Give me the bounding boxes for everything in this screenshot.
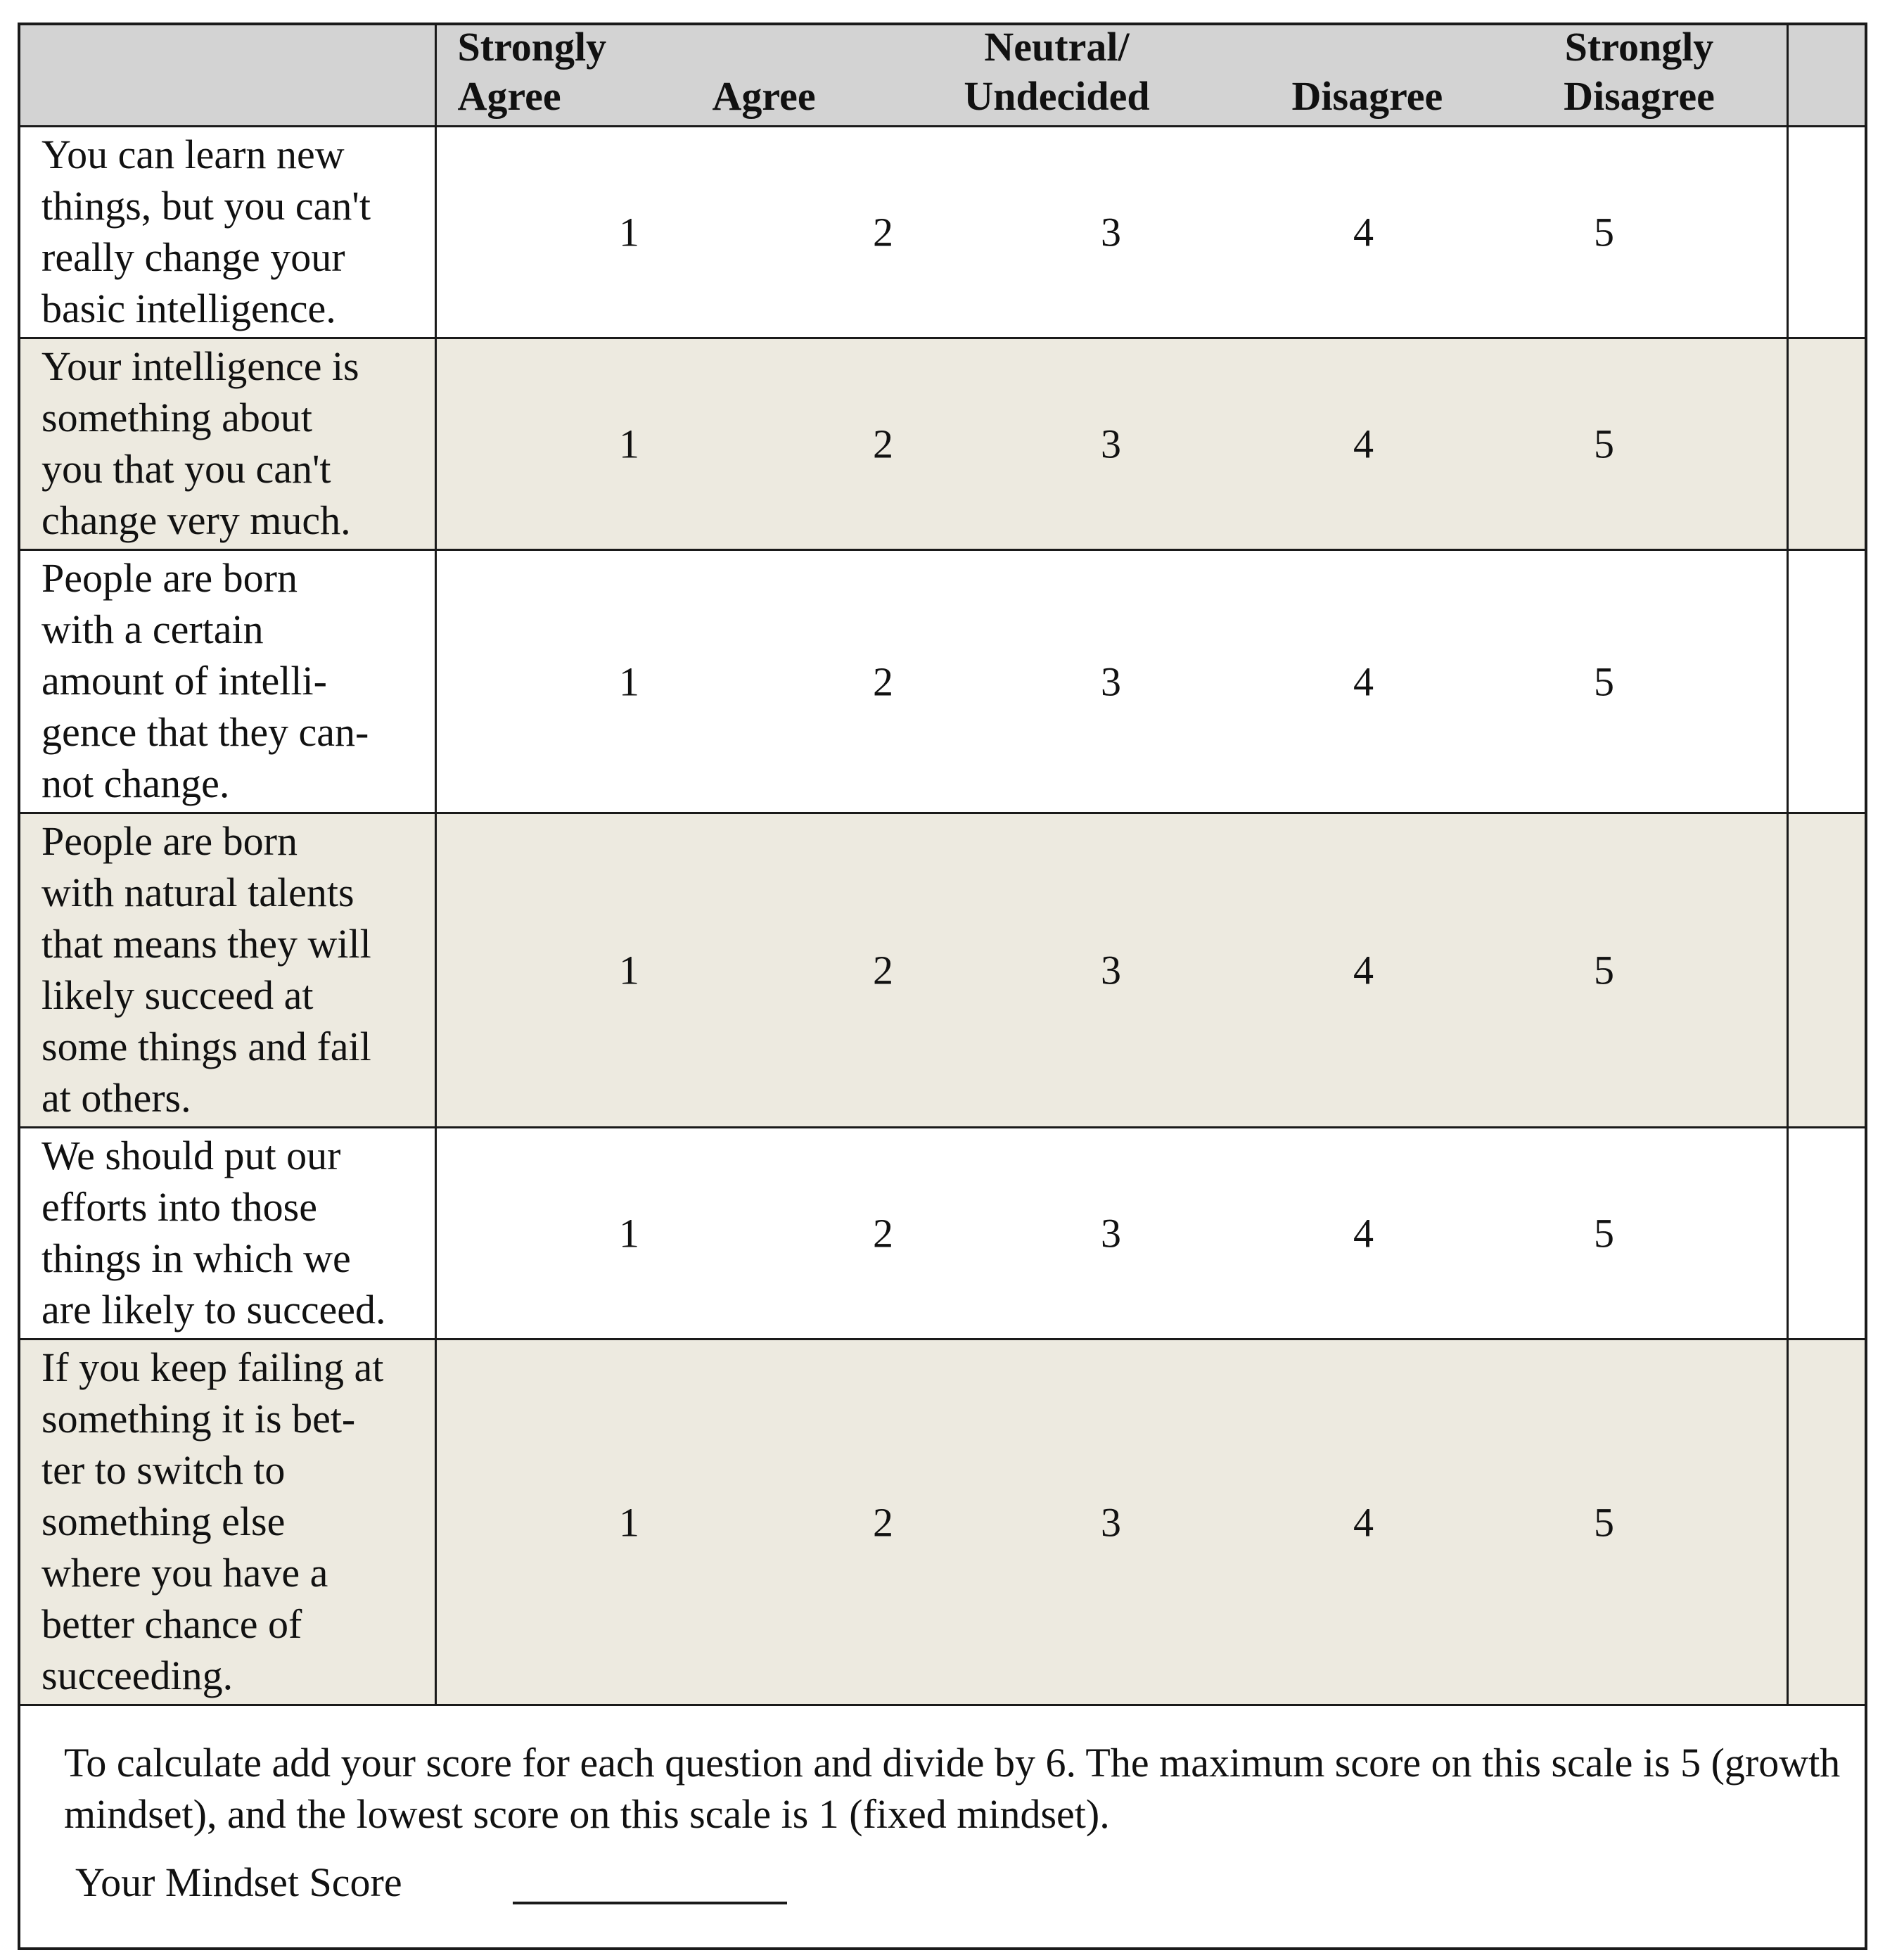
rating-1[interactable]: 1	[619, 1499, 639, 1545]
rating-4[interactable]: 4	[1353, 1499, 1374, 1545]
question-row	[20, 813, 1865, 1128]
header-strongly-agree: Strongly Agree	[457, 24, 607, 119]
answer-cell[interactable]	[1787, 550, 1865, 813]
rating-5[interactable]: 5	[1594, 209, 1614, 255]
rating-3[interactable]: 3	[1101, 1210, 1121, 1256]
statement-text: You can learn new things, but you can't really change your basic intelligence.	[20, 127, 435, 338]
rating-2[interactable]: 2	[873, 1210, 893, 1256]
rating-3[interactable]: 3	[1101, 947, 1121, 993]
rating-2[interactable]: 2	[873, 421, 893, 467]
answer-cell[interactable]	[1787, 813, 1865, 1128]
rating-1[interactable]: 1	[619, 658, 639, 704]
rating-5[interactable]: 5	[1594, 947, 1614, 993]
rating-scale	[435, 813, 1787, 1128]
rating-1[interactable]: 1	[619, 1210, 639, 1256]
answer-cell[interactable]	[1787, 338, 1865, 550]
rating-4[interactable]: 4	[1353, 1210, 1374, 1256]
rating-5[interactable]: 5	[1594, 658, 1614, 704]
rating-scale	[435, 127, 1787, 338]
header-neutral: Neutral/ Undecided	[964, 24, 1150, 119]
rating-4[interactable]: 4	[1353, 947, 1374, 993]
answer-cell[interactable]	[1787, 127, 1865, 338]
mindset-score-blank-line[interactable]	[513, 1902, 787, 1904]
statement-text: We should put our efforts into those things in which we are likely to succeed.	[20, 1128, 435, 1339]
question-row	[20, 1339, 1865, 1705]
question-row	[20, 1128, 1865, 1339]
rating-4[interactable]: 4	[1353, 658, 1374, 704]
question-row	[20, 550, 1865, 813]
rating-5[interactable]: 5	[1594, 421, 1614, 467]
rating-2[interactable]: 2	[873, 947, 893, 993]
survey-table	[20, 25, 1865, 1706]
rating-2[interactable]: 2	[873, 658, 893, 704]
scoring-footer	[20, 1696, 1865, 1947]
rating-scale	[435, 338, 1787, 550]
mindset-survey-sheet	[18, 23, 1867, 1950]
rating-2[interactable]: 2	[873, 209, 893, 255]
rating-3[interactable]: 3	[1101, 421, 1121, 467]
mindset-score-row	[75, 1857, 402, 1908]
rating-5[interactable]: 5	[1594, 1210, 1614, 1256]
scoring-instructions: To calculate add your score for each question and divide by 6. The maximum score on this scale is 5 (growth mindset), and the lowest score on this scale is 1 (fixed mindset).	[64, 1740, 1841, 1837]
header-statement-cell	[20, 25, 435, 127]
rating-1[interactable]: 1	[619, 947, 639, 993]
rating-scale	[435, 550, 1787, 813]
question-row	[20, 338, 1865, 550]
header-row	[20, 25, 1865, 127]
rating-3[interactable]: 3	[1101, 658, 1121, 704]
rating-3[interactable]: 3	[1101, 1499, 1121, 1545]
header-strongly-disagree: Strongly Disagree	[1564, 24, 1715, 119]
question-row	[20, 127, 1865, 338]
rating-4[interactable]: 4	[1353, 421, 1374, 467]
answer-cell[interactable]	[1787, 1128, 1865, 1339]
mindset-score-label: Your Mindset Score	[75, 1859, 402, 1905]
header-extra-cell	[1787, 25, 1865, 127]
rating-scale	[435, 1339, 1787, 1705]
rating-1[interactable]: 1	[619, 421, 639, 467]
statement-text: If you keep failing at something it is bet- ter to switch to something else where you have a better chance of succeeding.	[20, 1339, 435, 1705]
statement-text: Your intelligence is something about you that you can't change very much.	[20, 338, 435, 550]
header-agree: Agree	[712, 73, 816, 119]
rating-2[interactable]: 2	[873, 1499, 893, 1545]
rating-5[interactable]: 5	[1594, 1499, 1614, 1545]
rating-1[interactable]: 1	[619, 209, 639, 255]
rating-4[interactable]: 4	[1353, 209, 1374, 255]
statement-text: People are born with natural talents that means they will likely succeed at some things and fail at others.	[20, 813, 435, 1128]
rating-scale	[435, 1128, 1787, 1339]
header-scale-cell	[435, 25, 1787, 127]
header-disagree: Disagree	[1291, 73, 1443, 119]
answer-cell[interactable]	[1787, 1339, 1865, 1705]
statement-text: People are born with a certain amount of intelli- gence that they can- not change.	[20, 550, 435, 813]
rating-3[interactable]: 3	[1101, 209, 1121, 255]
